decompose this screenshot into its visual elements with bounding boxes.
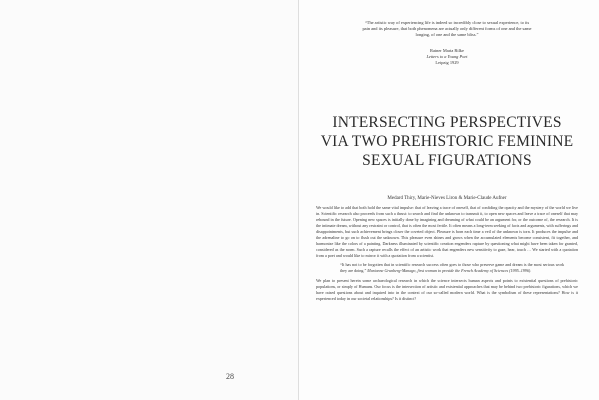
- body-paragraph-1: We would like to add that both hold the same vital impulse: that of leaving a trace of oneself, that of confiding the opacity and the mystery of the world we live in. Scientific research also proceeds from such a thrust: to search and find the unknown to transmit it, to open new spaces and leave a trace of oneself that may rebound in the future. Opening new spaces is initially done by imagining and dreaming of what could be an argument for, or the outcome of, the research. It is the intimate dream, without any restraint or control, that is often the most fertile. It often means a long-term seeking of facts and arguments, with sufferings and disappointments, but such achievement brings closer the coveted object. Pleasure is born each time a veil of the unknown is torn. It produces the impulse and the adrenaline to go on to flush out the unknown. This pleasure even shines and grows when the accumulated elements become consistent, fit together, and harmonize like the colors of a painting. Darkness illuminated by scientific creation engenders rapture by questioning what might have been taken for granted, considered as the norm. Such a rapture recalls the effect of an artistic work that engenders new sensitivity to gaze, hear, touch … We started with a quotation from a poet and would like to mirror it with a quotation from a scientist.: [316, 205, 578, 258]
- block-quote: [340, 262, 564, 274]
- chapter-authors: Medard Thiry, Marie-Nieves Liron & Marie-Claude Aufner: [387, 196, 507, 201]
- epigraph-source: [362, 48, 532, 67]
- epigraph-place-year: Leipzig 1929: [435, 60, 459, 66]
- epigraph-work: Letters to a Young Poet: [426, 54, 468, 60]
- chapter-body: [316, 205, 578, 302]
- block-quote-text: “It has not to be forgotten that in scientific research success often goes to those who preserve game and dream is the most serious work they are doing.”: [340, 262, 564, 273]
- body-paragraph-2: We plan to present herein some archaeological research in which the science intersects human aspects and points to existential questions of prehistoric populations, or simply of Humans. Our focus is the intersection of artistic and existential approaches that may be behind two prehistoric figurations, which we have raised questions about and inquired into in the context of our so-called modern world. What is the symbolism of these representations? How is it experienced today in our societal relationships? Is it distinct?: [316, 278, 578, 301]
- epigraph: [362, 20, 532, 67]
- epigraph-author: Rainer Maria Rilke: [430, 47, 464, 53]
- left-page: [0, 0, 299, 400]
- page-number: 28: [226, 372, 234, 381]
- epigraph-quote: “The artistic way of experiencing life is indeed so incredibly close to sexual experience, to its pain and its pleasure, that both phenomena are actually only different forms of one and the same longing, of one and the same bliss.”: [362, 20, 532, 38]
- chapter-title: INTERSECTING PERSPECTIVES VIA TWO PREHISTORIC FEMININE SEXUAL FIGURATIONS: [320, 114, 574, 169]
- block-quote-source: Marianne Grunberg-Manago, first woman to preside the French Academy of Sciences (1995–1996).: [367, 268, 532, 273]
